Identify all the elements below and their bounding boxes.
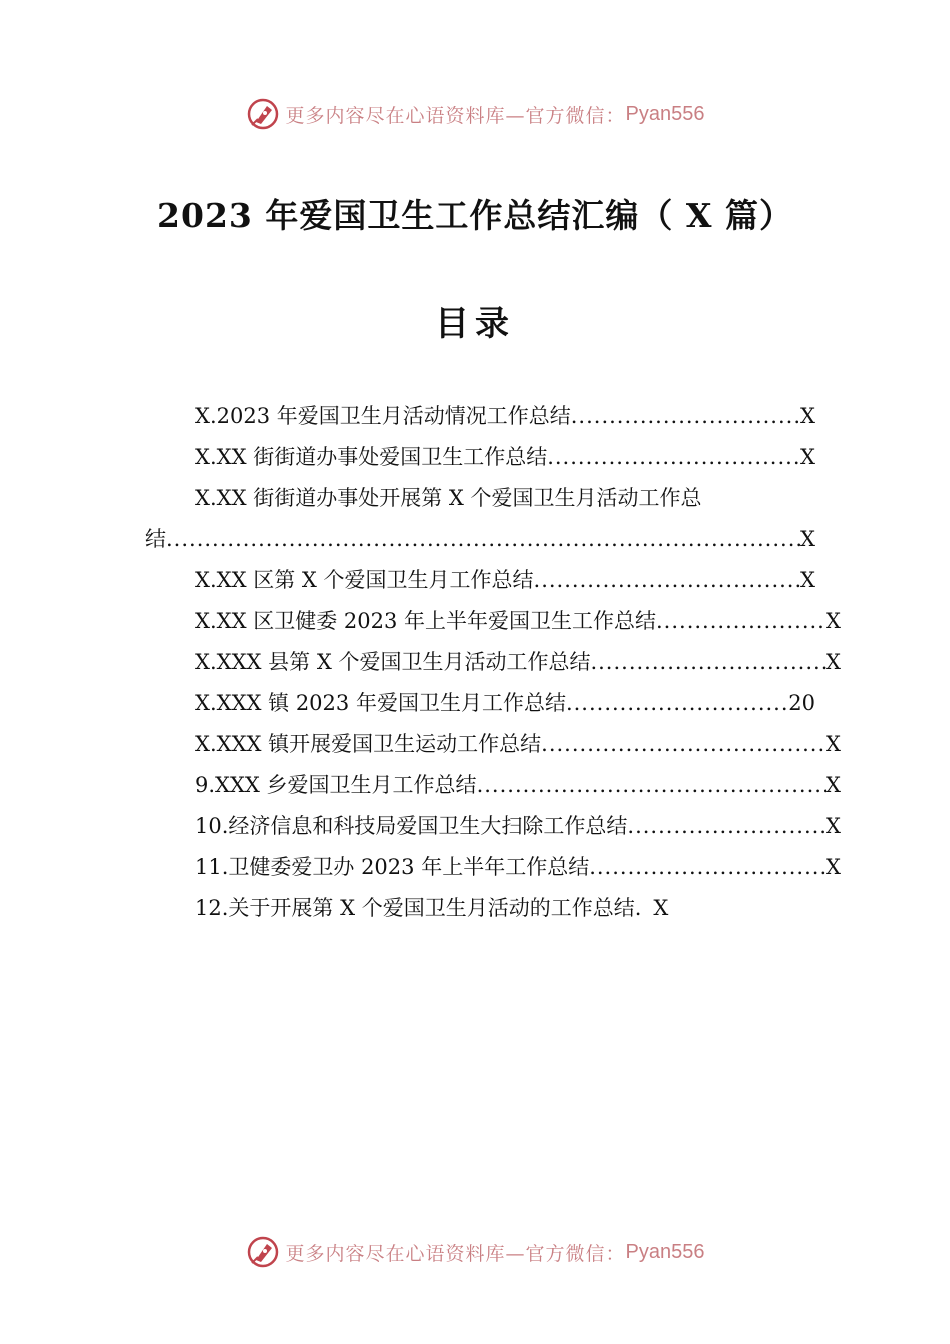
toc-leader-dots (566, 683, 788, 724)
toc-item[interactable] (145, 560, 815, 601)
toc-item-page: X (826, 773, 841, 797)
toc-item-title: X.2023 年爱国卫生月活动情况工作总结 (195, 404, 571, 428)
toc-leader-dots (627, 806, 826, 847)
toc-item[interactable] (145, 765, 841, 806)
toc-item-page: X (653, 896, 669, 920)
toc-item-page: X (800, 404, 815, 428)
toc-item-title-continued: 结 (145, 527, 166, 551)
toc-item[interactable] (145, 601, 841, 642)
toc-item-title: 10.经济信息和科技局爱国卫生大扫除工作总结 (195, 814, 628, 838)
toc-item[interactable] (145, 642, 841, 683)
pen-nib-seal-icon (246, 97, 280, 131)
toc-leader-dots (547, 437, 800, 478)
toc-item-page: X (826, 732, 841, 756)
watermark-text: 更多内容尽在心语资料库—官方微信： (285, 1242, 626, 1265)
toc-item[interactable] (145, 888, 815, 929)
toc-leader-dots (477, 765, 826, 806)
toc-leader-dots (589, 847, 826, 888)
toc-item-title: X.XXX 县第 X 个爱国卫生月活动工作总结 (195, 650, 591, 674)
toc-item-continuation[interactable] (145, 519, 815, 560)
toc-leader-dots (541, 724, 826, 765)
toc-item-title: X.XX 区卫健委 2023 年上半年爱国卫生工作总结 (195, 609, 656, 633)
toc-leader-dots (590, 642, 826, 683)
toc-leader-dots (166, 519, 800, 560)
toc-item-page: X (800, 445, 815, 469)
toc-item-page: X (826, 814, 841, 838)
toc-item[interactable] (145, 806, 841, 847)
toc-item-page: X (800, 568, 815, 592)
footer-watermark (0, 1232, 950, 1272)
toc-item-title: 11.卫健委爱卫办 2023 年上半年工作总结 (195, 855, 590, 879)
toc-leader-dots (571, 396, 800, 437)
toc-item-title: X.XX 区第 X 个爱国卫生月工作总结 (195, 568, 534, 592)
toc-item-page: X (826, 855, 841, 879)
toc-item-title: 12.关于开展第 X 个爱国卫生月活动的工作总结. (195, 896, 642, 920)
watermark-text: 更多内容尽在心语资料库—官方微信： (285, 104, 626, 127)
toc-item-page: 20 (788, 691, 815, 715)
toc-item[interactable] (145, 683, 815, 724)
toc-item-page: X (826, 609, 841, 633)
toc-leader-dots (656, 601, 826, 642)
toc-item-title: 9.XXX 乡爱国卫生月工作总结 (195, 773, 477, 797)
toc-leader-dots (534, 560, 801, 601)
toc-item[interactable] (145, 724, 841, 765)
document-title: 2023 年爱国卫生工作总结汇编（ X 篇） (157, 196, 793, 235)
toc-item-title: X.XX 街街道办事处爱国卫生工作总结 (195, 445, 548, 469)
table-of-contents (145, 396, 841, 929)
toc-heading: 目录 (435, 304, 515, 344)
pen-nib-seal-icon (246, 1235, 280, 1269)
header-watermark (0, 94, 950, 134)
watermark-id: Pyan556 (625, 1240, 705, 1263)
toc-item-page: X (826, 650, 841, 674)
toc-item[interactable] (145, 437, 815, 478)
toc-item[interactable] (145, 847, 841, 888)
toc-item-title: X.XXX 镇 2023 年爱国卫生月工作总结 (195, 691, 566, 715)
toc-item[interactable] (145, 478, 815, 519)
toc-item[interactable] (145, 396, 815, 437)
watermark-id: Pyan556 (625, 102, 705, 125)
toc-item-title: X.XXX 镇开展爱国卫生运动工作总结 (195, 732, 542, 756)
toc-item-title: X.XX 街街道办事处开展第 X 个爱国卫生月活动工作总 (195, 486, 702, 510)
toc-item-page: X (800, 527, 815, 551)
